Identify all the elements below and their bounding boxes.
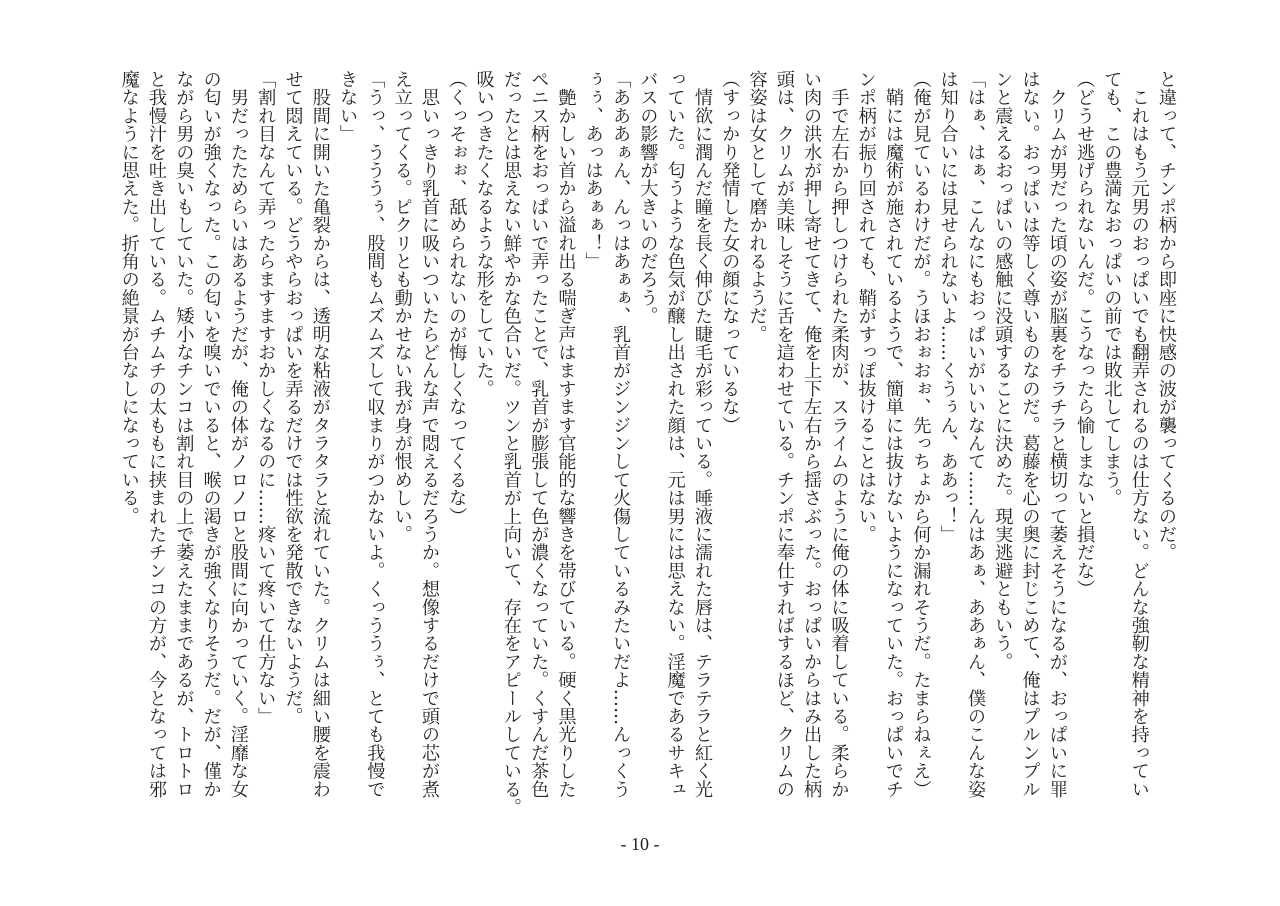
- text-line: 手で左右から押しつけられた柔肉が、スライムのように俺の体に吸着している。柔らか: [828, 70, 850, 798]
- text-line: だったとは思えない鮮やかな色合いだ。ツンと乳首が上向いて、存在をアピールしている。: [500, 70, 522, 817]
- text-line: 吸いつきたくなるような形をしていた。: [473, 70, 495, 398]
- text-line: 男だったためらいはあるようだが、俺の体がノロノロと股間に向かっていく。淫靡な女: [227, 70, 249, 798]
- text-line: ながら男の臭いもしていた。矮小なチンコは割れ目の上で萎えたままであるが、トロトロ: [173, 70, 195, 798]
- text-line: 情欲に潤んだ瞳を長く伸びた睫毛が彩っている。唾液に濡れた唇は、テラテラと紅く光: [691, 70, 713, 798]
- text-line: はない。おっぱいは等しく尊いものなのだ。葛藤を心の奥に封じこめて、俺はプルンプル: [1019, 70, 1041, 798]
- text-line: 股間に開いた亀裂からは、透明な粘液がタラタラと流れていた。クリムは細い腰を震わ: [309, 70, 331, 798]
- text-line: い肉の洪水が押し寄せてきて、俺を上下左右から揺さぶった。おっぱいからはみ出した柄: [801, 70, 823, 798]
- text-line: は知り合いには見せられないよ……くうぅん、ああっ！」: [937, 70, 959, 544]
- vertical-text-body: [102, 70, 1180, 817]
- text-line: 魔なように思えた。折角の絶景が台なしになっている。: [118, 70, 140, 525]
- text-line: 頭は、クリムが美味しそうに舌を這わせている。チンポに奉仕すればするほど、クリムの: [773, 70, 795, 798]
- text-line: バスの影響が大きいのだろう。: [637, 70, 659, 325]
- text-line: きない」: [337, 70, 359, 143]
- text-line: と我慢汁を吐き出している。ムチムチの太ももに挟まれたチンコの方が、今となっては邪: [146, 70, 168, 798]
- text-line: っていた。匂うような色気が醸し出された顔は、元は男には思えない。淫魔であるサキュ: [664, 70, 686, 798]
- text-line: クリムが男だった頃の姿が脳裏をチラチラと横切って萎えそうになるが、おっぱいに罪: [1046, 70, 1068, 798]
- text-line: せて悶えている。どうやらおっぱいを弄るだけでは性欲を発散できないようだ。: [282, 70, 304, 726]
- text-line: 「うっ、うううぅ、股間もムズムズして収まりがつかないよ。くっううぅ、とても我慢で: [364, 70, 386, 798]
- text-line: ぅぅ、あっはあぁぁ！」: [582, 70, 604, 271]
- text-line: ペニス柄をおっぱいで弄ったことで、乳首が膨張して色が濃くなっていた。くすんだ茶色: [528, 70, 550, 798]
- text-line: （くっそぉぉ、舐められないのが悔しくなってくるな）: [446, 70, 468, 525]
- text-line: 容姿は女として磨かれるようだ。: [746, 70, 768, 343]
- text-line: と違って、チンポ柄から即座に快感の波が襲ってくるのだ。: [1156, 70, 1177, 562]
- text-line: 思いっきり乳首に吸いついたらどんな声で悶えるだろうか。想像するだけで頭の芯が煮: [418, 70, 440, 798]
- text-line: ンと震えるおっぱいの感触に没頭することに決めた。現実逃避ともいう。: [992, 70, 1014, 671]
- text-line: え立ってくる。ピクリとも動かせない我が身が恨めしい。: [391, 70, 413, 544]
- text-line: の匂いが強くなった。この匂いを嗅いでいると、喉の渇きが強くなりそうだ。だが、僅か: [200, 70, 222, 798]
- text-line: （俺が見ているわけだが。うほおぉおぉ、先っちょから何か漏れそうだ。たまらねぇえ）: [910, 70, 932, 798]
- text-line: （すっかり発情した女の顔になっているな）: [719, 70, 741, 434]
- text-line: 艶かしい首から溢れ出る喘ぎ声はますます官能的な響きを帯びている。硬く黒光りした: [555, 70, 577, 798]
- text-line: これはもう元男のおっぱいでも翻弄されるのは仕方ない。どんな強靭な精神を持ってい: [1128, 70, 1150, 798]
- text-line: （どうせ逃げられないんだ。こうなったら愉しまないと損だな）: [1074, 70, 1096, 598]
- text-line: ンポ柄が振り回されても、鞘がすっぽ抜けることはない。: [855, 70, 877, 544]
- text-line: 「あああぁん、んっはあぁぁ、乳首がジンジンして火傷しているみたいだよ……んっくう: [610, 70, 632, 798]
- text-line: 「はぁ、はぁ、こんなにもおっぱいがいいなんて……んはあぁ、ああぁん、僕のこんな姿: [964, 70, 986, 798]
- text-line: ても、この豊満なおっぱいの前では敗北してしまう。: [1101, 70, 1123, 507]
- page-number: - 10 -: [620, 834, 660, 854]
- text-line: 鞘には魔術が施されているようで、簡単には抜けないようになっていた。おっぱいでチ: [883, 70, 905, 798]
- text-line: 「割れ目なんて弄ったらますますおかしくなるのに……疼いて疼いて仕方ない」: [255, 70, 277, 726]
